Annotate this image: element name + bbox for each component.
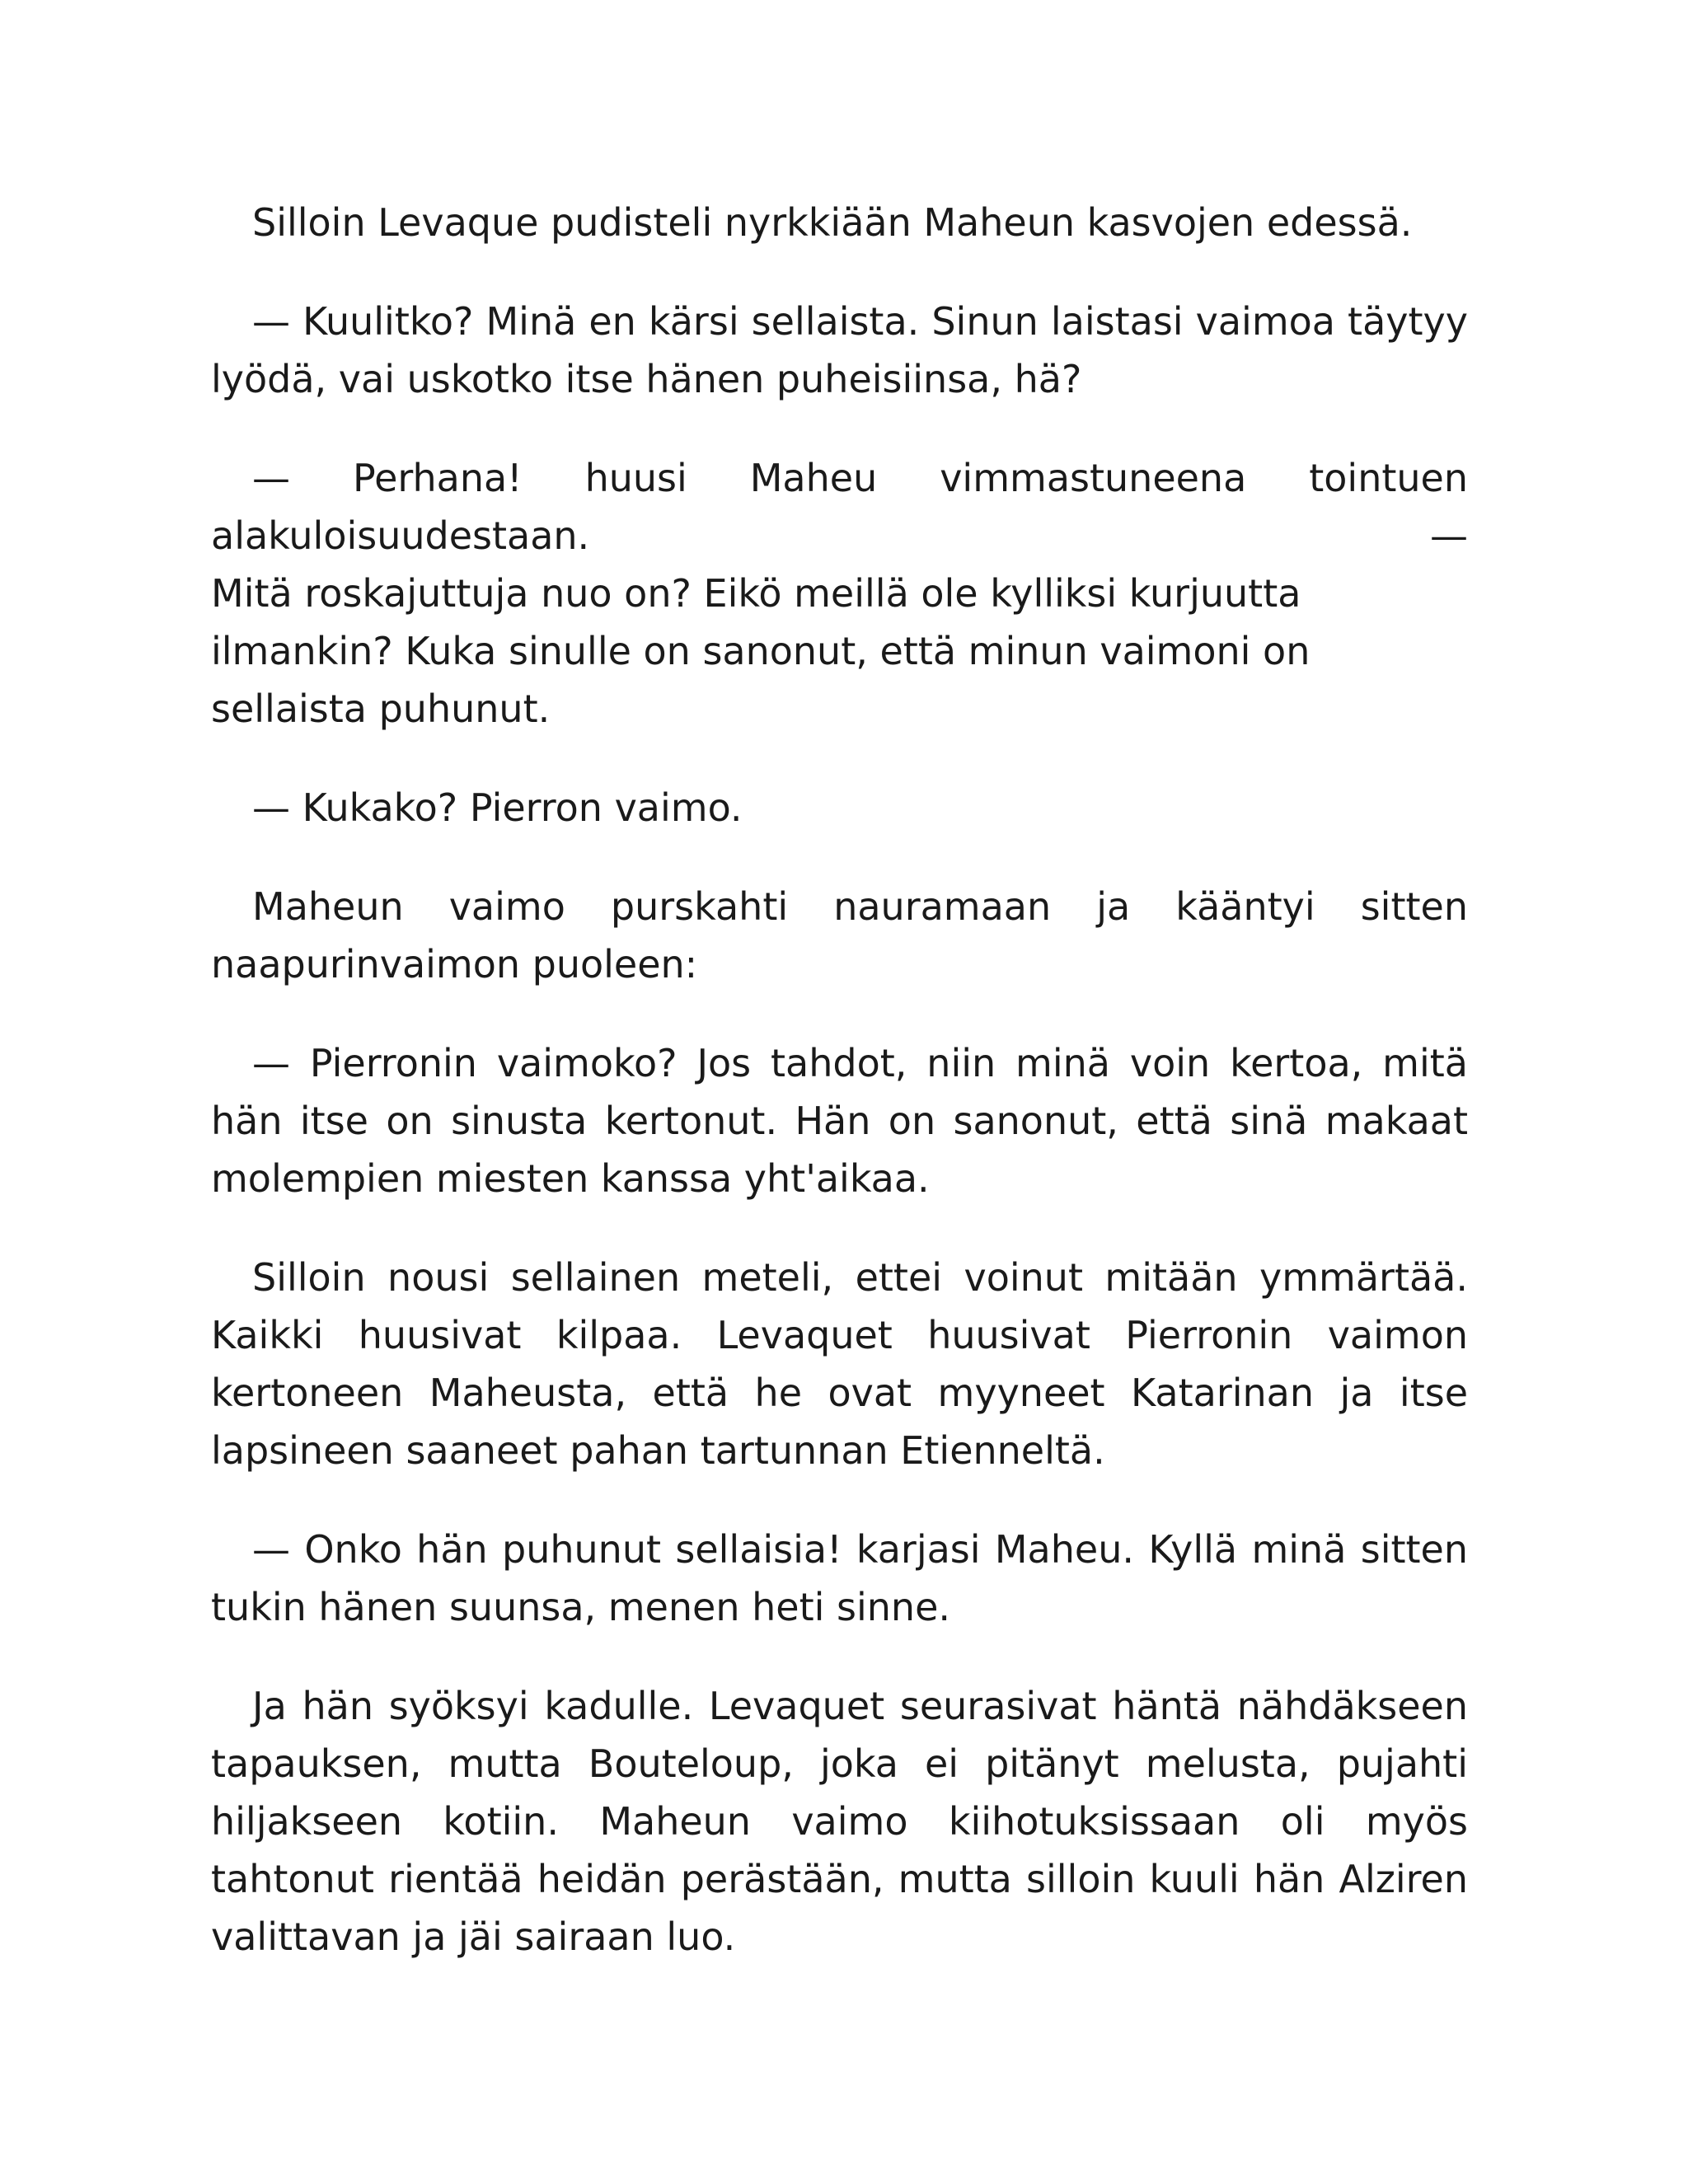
paragraph-6: — Pierronin vaimoko? Jos tahdot, niin minä voin kertoa, mitä hän itse on sinusta kertonut. Hän on sanonut, että sinä makaat molempien miesten kanssa yht'aikaa. bbox=[211, 1041, 1468, 1201]
paragraph-8: — Onko hän puhunut sellaisia! karjasi Maheu. Kyllä minä sitten tukin hänen suunsa, menen heti sinne. bbox=[211, 1527, 1468, 1629]
paragraph-2: — Kuulitko? Minä en kärsi sellaista. Sinun laistasi vaimoa täytyy lyödä, vai uskotko itse hänen puheisiinsa, hä? bbox=[211, 299, 1468, 401]
paragraph-1: Silloin Levaque pudisteli nyrkkiään Maheun kasvojen edessä. bbox=[252, 200, 1413, 245]
paragraph-3-line-1: — Perhana! huusi Maheu vimmastuneena tointuen alakuloisuudestaan. — bbox=[211, 456, 1468, 558]
paragraph-9: Ja hän syöksyi kadulle. Levaquet seurasivat häntä nähdäkseen tapauksen, mutta Bouteloup, joka ei pitänyt melusta, pujahti hiljakseen kotiin. Maheun vaimo kiihotuksissaan oli myös tahtonut rientää heidän perästään, mutta silloin kuuli hän Alziren valittavan ja jäi sairaan luo. bbox=[211, 1684, 1468, 1959]
paragraph-5: Maheun vaimo purskahti nauramaan ja kääntyi sitten naapurinvaimon puoleen: bbox=[211, 884, 1468, 987]
paragraph-3-line-2: Mitä roskajuttuja nuo on? Eikö meillä ole kylliksi kurjuutta ilmankin? Kuka sinulle on sanonut, että minun vaimoni on sellaista puhunut. bbox=[211, 571, 1311, 731]
paragraph-7: Silloin nousi sellainen meteli, ettei voinut mitään ymmärtää. Kaikki huusivat kilpaa. Levaquet huusivat Pierronin vaimon kertoneen Maheusta, että he ovat myyneet Katarinan ja itse lapsineen saaneet pahan tartunnan Etienneltä. bbox=[211, 1255, 1468, 1473]
paragraph-4: — Kukako? Pierron vaimo. bbox=[252, 785, 743, 830]
document-page bbox=[211, 194, 1468, 2007]
paragraph-3 bbox=[211, 449, 1468, 738]
